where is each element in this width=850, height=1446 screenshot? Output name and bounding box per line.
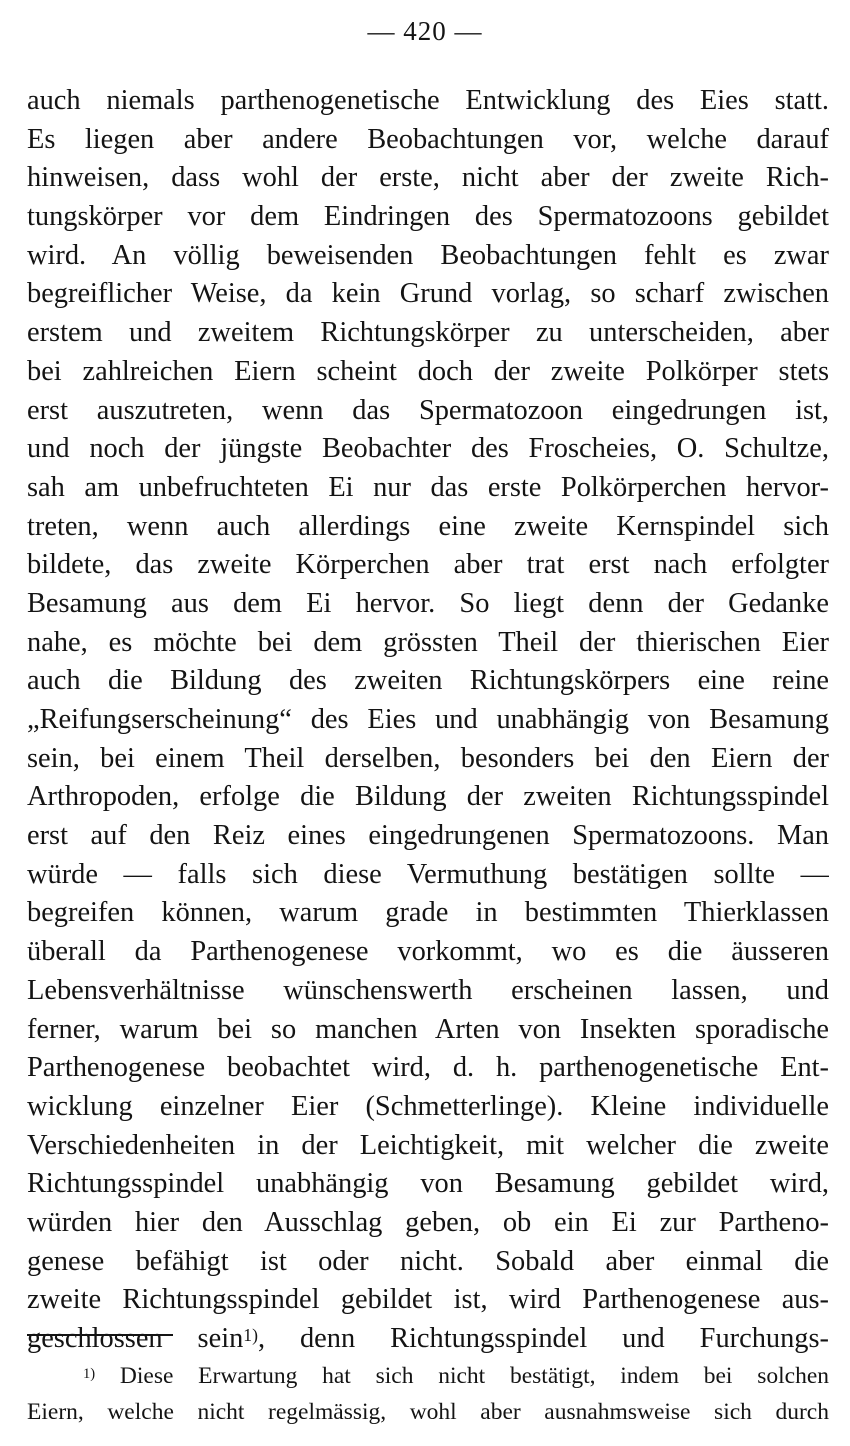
text-line: und noch der jüngste Beobachter des Froscheies, O. Schultze, (27, 433, 829, 465)
text-line: zweite Richtungsspindel gebildet ist, wird Parthenogenese aus- (27, 1284, 829, 1316)
text-line: begreifen können, warum grade in bestimmten Thierklassen (27, 897, 829, 929)
text-line: auch die Bildung des zweiten Richtungskörpers eine reine (27, 665, 829, 697)
text-line: Richtungsspindel unabhängig von Besamung gebildet wird, (27, 1168, 829, 1200)
text-line: nahe, es möchte bei dem grössten Theil der thierischen Eier (27, 626, 829, 658)
main-text-block (27, 82, 829, 1359)
text-line: genese befähigt ist oder nicht. Sobald aber einmal die (27, 1245, 829, 1277)
text-line: Parthenogenese beobachtet wird, d. h. parthenogenetische Ent- (27, 1052, 829, 1084)
text-line: erst auf den Reiz eines eingedrungenen Spermatozoons. Man (27, 820, 829, 852)
text-line: Es liegen aber andere Beobachtungen vor, welche darauf (27, 123, 829, 155)
text-line: tungskörper vor dem Eindringen des Spermatozoons gebildet (27, 201, 829, 233)
page-number: — 420 — (367, 16, 483, 46)
footnote-line (27, 1358, 829, 1394)
text-line: auch niemals parthenogenetische Entwicklung des Eies statt. (27, 85, 829, 116)
footnote-reference: 1) (243, 1324, 258, 1345)
text-line: sah am unbefruchteten Ei nur das erste Polkörperchen hervor- (27, 471, 829, 503)
footnote-line: Eiern, welche nicht regelmässig, wohl aber ausnahmsweise sich durch (27, 1399, 829, 1425)
text-line: hinweisen, dass wohl der erste, nicht aber der zweite Rich- (27, 162, 829, 194)
text-line: erstem und zweitem Richtungskörper zu unterscheiden, aber (27, 317, 829, 349)
text-line: erst auszutreten, wenn das Spermatozoon eingedrungen ist, (27, 394, 829, 426)
footnote-text: Diese Erwartung hat sich nicht bestätigt, indem bei solchen (119, 1363, 829, 1389)
text-line: würde — falls sich diese Vermuthung bestätigen sollte — (27, 858, 829, 890)
text-line: überall da Parthenogenese vorkommt, wo es die äusseren (27, 936, 829, 968)
last-line-start: geschlossen sein (27, 1323, 244, 1354)
text-line: treten, wenn auch allerdings eine zweite Kernspindel sich (27, 510, 829, 542)
text-line: Arthropoden, erfolge die Bildung der zweiten Richtungsspindel (27, 781, 829, 813)
footnote-divider (27, 1334, 173, 1336)
text-line: Besamung aus dem Ei hervor. So liegt denn der Gedanke (27, 587, 829, 619)
text-line: Lebensverhältnisse wünschenswerth erscheinen lassen, und (27, 974, 829, 1006)
text-line: Verschiedenheiten in der Leichtigkeit, mit welcher die zweite (27, 1129, 829, 1161)
text-line: „Reifungserscheinung“ des Eies und unabhängig von Besamung (27, 704, 829, 735)
text-line: wicklung einzelner Eier (Schmetterlinge). Kleine individuelle (27, 1090, 829, 1122)
text-line: würden hier den Ausschlag geben, ob ein Ei zur Partheno- (27, 1206, 829, 1238)
footnote-block (27, 1358, 829, 1430)
text-line: ferner, warum bei so manchen Arten von Insekten sporadische (27, 1013, 829, 1045)
text-line-last (27, 1320, 829, 1359)
footnote-marker: 1) (83, 1365, 96, 1382)
text-line: bei zahlreichen Eiern scheint doch der zweite Polkörper stets (27, 355, 829, 387)
text-line: sein, bei einem Theil derselben, besonders bei den Eiern der (27, 742, 829, 774)
text-line: wird. An völlig beweisenden Beobachtungen fehlt es zwar (27, 239, 829, 271)
last-line-end: , denn Richtungsspindel und Furchungs- (257, 1323, 829, 1354)
text-line: bildete, das zweite Körperchen aber trat erst nach erfolgter (27, 549, 829, 581)
text-line: begreiflicher Weise, da kein Grund vorlag, so scharf zwischen (27, 278, 829, 310)
